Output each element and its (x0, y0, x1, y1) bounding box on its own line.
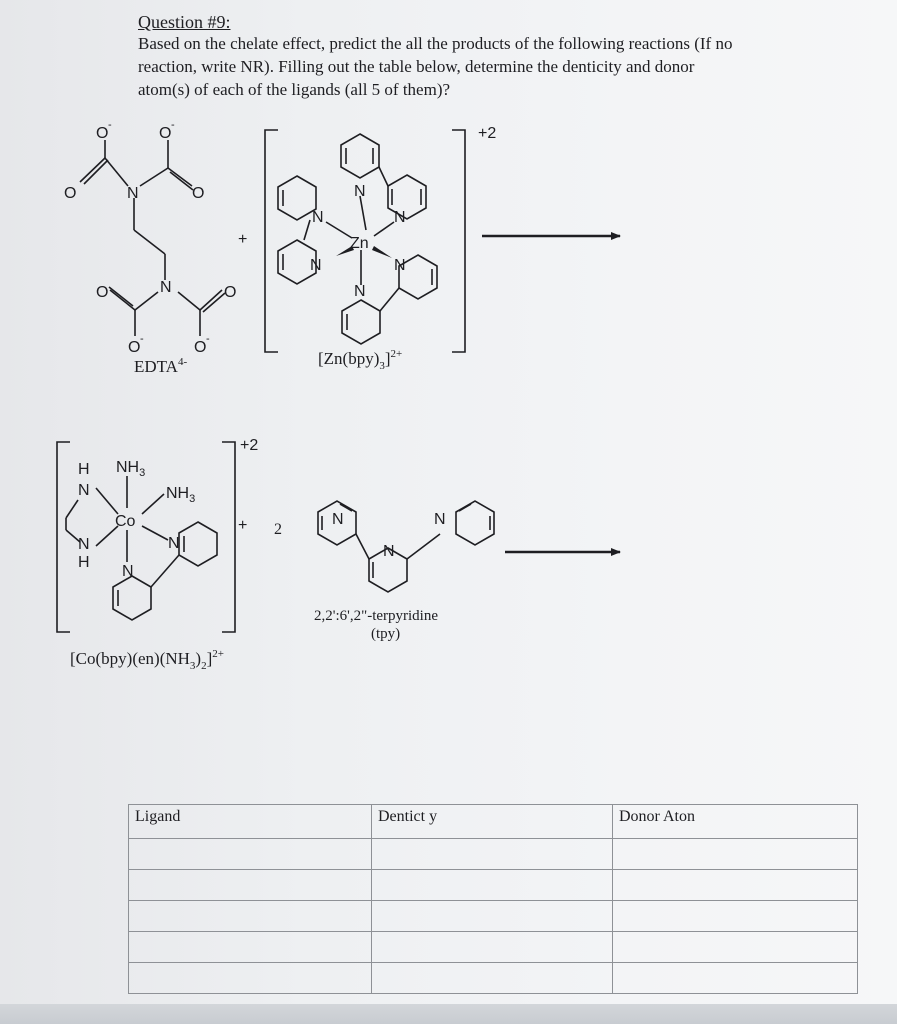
edta-o-3: O (96, 284, 109, 301)
edta-o-minus-2: O (159, 125, 172, 142)
question-text-line-3: atom(s) of each of the ligands (all 5 of them)? (138, 80, 451, 99)
table-row (129, 870, 858, 901)
table-row (129, 901, 858, 932)
ligand-cell[interactable] (129, 901, 372, 932)
edta-charge-mark-3: - (140, 333, 144, 345)
co-metal-center: Co (115, 513, 136, 530)
donor-atom-cell[interactable] (613, 932, 858, 963)
zn-n-lower-left: N (310, 257, 322, 274)
tpy-n-center: N (383, 543, 395, 560)
donor-atom-cell[interactable] (613, 839, 858, 870)
zn-metal-center: Zn (350, 235, 369, 252)
plus-sign-2: + (238, 517, 248, 534)
co-en-h-bottom: H (78, 554, 90, 571)
edta-n-1: N (127, 185, 139, 202)
co-en-n-top: N (78, 482, 90, 499)
header-ligand: Ligand (129, 805, 372, 839)
co-nh3-right: $NH_3$ (166, 485, 196, 505)
edta-o-1: O (64, 185, 77, 202)
question-title: Question #9: (138, 12, 231, 32)
ligand-answer-table (128, 804, 858, 994)
edta-n-2: N (160, 279, 172, 296)
ligand-cell[interactable] (129, 870, 372, 901)
tpy-n-left: N (332, 511, 344, 528)
question-text-line-1: Based on the chelate effect, predict the all the products of the following reactions (If no (138, 34, 733, 53)
table-row (129, 839, 858, 870)
denticity-cell[interactable] (372, 963, 613, 994)
zn-n-top: N (354, 183, 366, 200)
tpy-n-right: N (434, 511, 446, 528)
edta-o-minus-1: O (96, 125, 109, 142)
denticity-cell[interactable] (372, 870, 613, 901)
zn-n-bottom: N (354, 283, 366, 300)
denticity-cell[interactable] (372, 932, 613, 963)
edta-o-minus-3: O (128, 339, 141, 356)
co-bpy-n-right: N (168, 535, 180, 552)
ligand-cell[interactable] (129, 963, 372, 994)
edta-label: $EDTA^{4-}$ (134, 356, 188, 376)
edta-o-2: O (192, 185, 205, 202)
plus-sign-1: + (238, 231, 248, 248)
edta-o-minus-4: O (194, 339, 207, 356)
tpy-coefficient: 2 (274, 521, 282, 538)
donor-atom-cell[interactable] (613, 870, 858, 901)
tpy-name: 2,2':6',2"-terpyridine (314, 608, 438, 624)
zn-n-lower-right: N (394, 257, 406, 274)
zn-complex-bracket-charge: +2 (478, 125, 497, 142)
zn-n-upper-left: N (312, 209, 324, 226)
edta-structure (80, 140, 225, 336)
zn-complex-label: $[Zn(bpy)_3]^{2+}$ (318, 348, 403, 372)
zn-wedge-bond-right (372, 246, 392, 258)
page-bottom-edge (0, 1004, 897, 1024)
co-en-h-top: H (78, 461, 90, 478)
terpyridine-structure (318, 501, 494, 592)
table-row (129, 932, 858, 963)
co-complex-label: $[Co(bpy)(en)(NH_3)_2]^{2+}$ (70, 648, 224, 672)
table-header-row (129, 805, 858, 839)
donor-atom-cell[interactable] (613, 963, 858, 994)
co-bpy-n-bottom: N (122, 563, 134, 580)
denticity-cell[interactable] (372, 901, 613, 932)
table-row (129, 963, 858, 994)
denticity-cell[interactable] (372, 839, 613, 870)
co-nh3-top: $NH_3$ (116, 459, 146, 479)
edta-charge-mark-4: - (206, 333, 210, 345)
header-denticity: Dentict y (372, 805, 613, 839)
edta-charge-mark-1: - (108, 119, 112, 131)
header-donor-atom: Donor Aton (613, 805, 858, 839)
donor-atom-cell[interactable] (613, 901, 858, 932)
question-text-line-2: reaction, write NR). Filling out the table below, determine the denticity and donor (138, 57, 695, 76)
co-complex-bracket-charge: +2 (240, 437, 259, 454)
co-en-n-bottom: N (78, 536, 90, 553)
tpy-abbreviation: (tpy) (371, 626, 401, 642)
edta-charge-mark-2: - (171, 119, 175, 131)
edta-o-4: O (224, 284, 237, 301)
ligand-cell[interactable] (129, 839, 372, 870)
ligand-cell[interactable] (129, 932, 372, 963)
zn-n-upper-right: N (394, 209, 406, 226)
